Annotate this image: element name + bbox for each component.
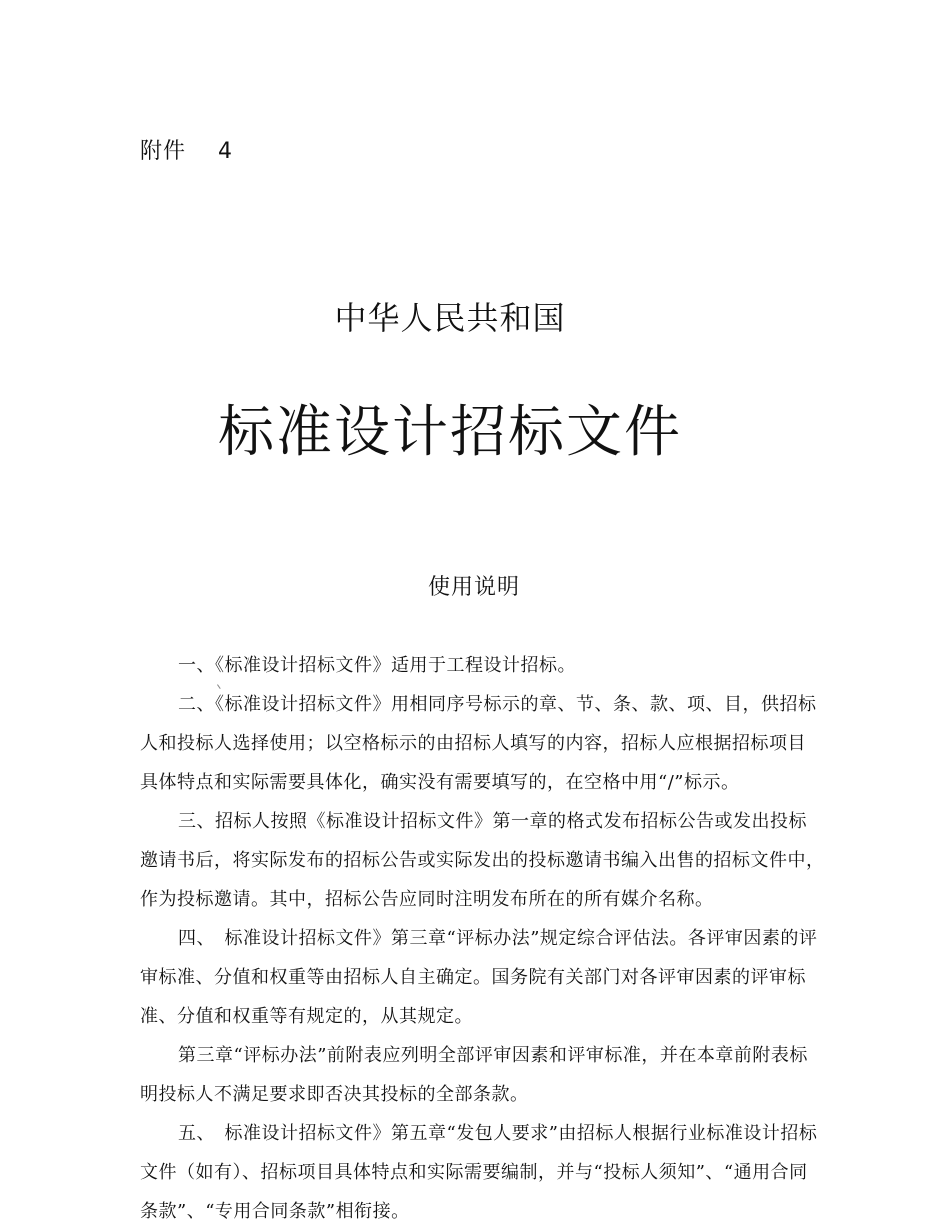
paragraph-line: 明投标人不满足要求即否决其投标的全部条款。 bbox=[140, 1084, 529, 1105]
paragraph-line: 第三章“评标办法”前附表应列明全部评审因素和评审标准，并在本章前附表标 bbox=[178, 1045, 808, 1066]
paragraph-line: 三、招标人按照《标准设计招标文件》第一章的格式发布招标公告或发出投标 bbox=[178, 811, 807, 832]
paragraph-line: 二、《标准设计招标文件》用相同序号标示的章、节、条、款、项、目，供招标 bbox=[178, 694, 817, 715]
paragraph-line: 准、分值和权重等有规定的，从其规定。 bbox=[140, 1006, 473, 1027]
paragraph-line: 审标准、分值和权重等由招标人自主确定。国务院有关部门对各评审因素的评审标 bbox=[140, 967, 806, 988]
paragraph-line: 邀请书后，将实际发布的招标公告或实际发出的投标邀请书编入出售的招标文件中， bbox=[140, 850, 825, 871]
section-title: 使用说明 bbox=[427, 575, 520, 600]
paragraph-line: 一、《标准设计招标文件》适用于工程设计招标。 bbox=[178, 655, 576, 676]
paragraph-line: 作为投标邀请。其中，招标公告应同时注明发布所在的所有媒介名称。 bbox=[140, 889, 714, 910]
country-heading: 中华人民共和国 bbox=[334, 299, 566, 337]
paragraph-line: 文件（如有）、招标项目具体特点和实际需要编制，并与“投标人须知”、“通用合同 bbox=[140, 1162, 808, 1183]
paragraph-line: 具体特点和实际需要具体化，确实没有需要填写的，在空格中用“/”标示。 bbox=[140, 772, 740, 793]
attachment-label: 附件 4 bbox=[140, 139, 233, 164]
paragraph-line: 条款”、“专用合同条款”相衔接。 bbox=[140, 1201, 410, 1222]
document-title: 标准设计招标文件 bbox=[218, 400, 682, 465]
stray-mark bbox=[217, 682, 224, 689]
paragraph-line: 人和投标人选择使用；以空格标示的由招标人填写的内容，招标人应根据招标项目 bbox=[140, 733, 806, 754]
paragraph-line: 四、 标准设计招标文件》第三章“评标办法”规定综合评估法。各评审因素的评 bbox=[178, 928, 818, 949]
paragraph-line: 五、 标准设计招标文件》第五章“发包人要求”由招标人根据行业标准设计招标 bbox=[178, 1123, 818, 1144]
